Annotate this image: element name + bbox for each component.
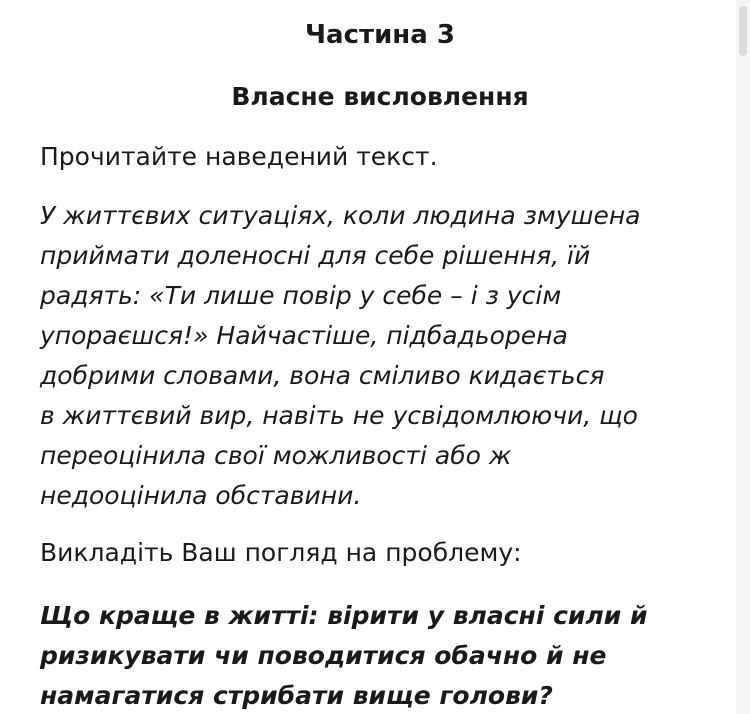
question-line: намагатися стрибати вище голови? bbox=[40, 681, 553, 710]
passage-line: упораєшся!» Найчастіше, підбадьорена bbox=[40, 321, 568, 350]
passage-line: У життєвих ситуаціях, коли людина змушена bbox=[40, 201, 641, 230]
passage-line: переоцінила свої можливості або ж bbox=[40, 441, 512, 470]
task-instruction: Викладіть Ваш погляд на проблему: bbox=[40, 538, 522, 567]
passage-line: радять: «Ти лише повір у себе – і з усім bbox=[40, 281, 562, 310]
question-line: Що краще в житті: вірити у власні сили й bbox=[40, 601, 648, 630]
question-line: ризикувати чи поводитися обачно й не bbox=[40, 641, 607, 670]
passage-line: недооцінила обставини. bbox=[40, 481, 362, 510]
passage-line: приймати доленосні для себе рішення, їй bbox=[40, 241, 591, 270]
section-title: Власне висловлення bbox=[231, 82, 529, 111]
discussion-question bbox=[40, 596, 647, 714]
part-title: Частина 3 bbox=[305, 20, 455, 50]
passage-line: добрими словами, вона сміливо кидається bbox=[40, 361, 605, 390]
intro-instruction: Прочитайте наведений текст. bbox=[40, 142, 438, 171]
passage-line: в життєвий вир, навіть не усвідомлюючи, що bbox=[40, 401, 638, 430]
passage bbox=[40, 196, 641, 516]
